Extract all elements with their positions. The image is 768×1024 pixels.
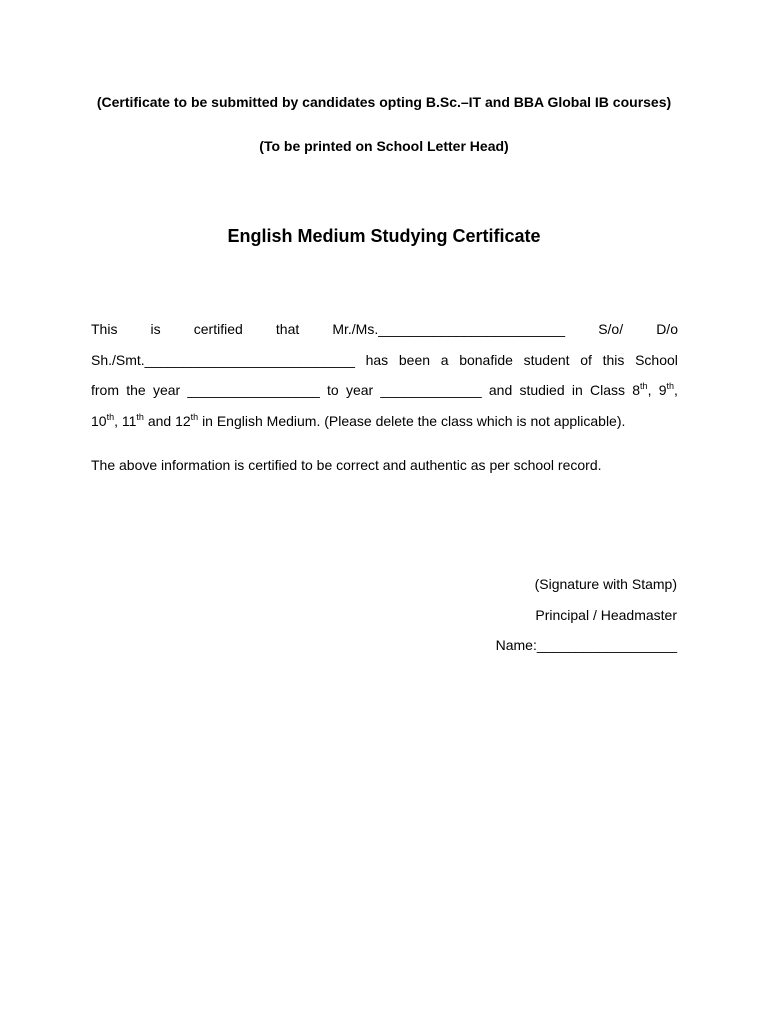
class-number: 12 <box>175 413 191 429</box>
word: bonafide <box>459 352 513 368</box>
student-name-blank: Mr./Ms.________________________ <box>332 321 566 337</box>
letterhead-note: (To be printed on School Letter Head) <box>259 138 509 154</box>
word: and <box>147 413 172 429</box>
from-year-blank: _________________ <box>187 382 320 398</box>
class-12 <box>175 411 202 431</box>
body-line-4 <box>91 411 678 431</box>
medium-statement: in English Medium. (Please delete the class which is not applicable). <box>202 413 626 429</box>
class-number: 8 <box>632 382 641 398</box>
class-8: 8th, <box>632 381 652 398</box>
word: School <box>635 352 678 368</box>
ordinal-suffix: th <box>640 381 648 391</box>
word: S/o/ <box>598 321 624 337</box>
word: year <box>345 382 374 398</box>
authenticity-statement: The above information is certified to be correct and authentic as per school record. <box>91 457 602 473</box>
word: is <box>150 321 161 337</box>
word: This <box>91 321 118 337</box>
word: and <box>488 382 513 398</box>
class-11 <box>122 411 148 431</box>
word: the <box>126 382 146 398</box>
class-number: 10 <box>91 413 107 429</box>
word: of <box>580 352 592 368</box>
word: year <box>152 382 181 398</box>
word: student <box>523 352 570 368</box>
parent-name-blank: Sh./Smt.___________________________ <box>91 352 355 368</box>
name-blank: Name:__________________ <box>495 637 677 653</box>
word: to <box>327 382 339 398</box>
word: this <box>602 352 625 368</box>
word: Class <box>590 382 626 398</box>
submission-note: (Certificate to be submitted by candidates opting B.Sc.–IT and BBA Global IB courses) <box>96 94 672 110</box>
ordinal-suffix: th <box>106 412 115 422</box>
word: has <box>365 352 389 368</box>
class-9: 9th, <box>658 381 678 398</box>
to-year-blank: _____________ <box>380 382 482 398</box>
word: D/o <box>656 321 678 337</box>
word: studied <box>519 382 565 398</box>
word: in <box>571 382 583 398</box>
designation-label: Principal / Headmaster <box>535 607 677 623</box>
ordinal-suffix: th <box>190 412 199 422</box>
ordinal-suffix: th <box>666 381 674 391</box>
word: from <box>91 382 119 398</box>
word: been <box>398 352 431 368</box>
ordinal-suffix: th <box>136 412 144 422</box>
word: certified <box>193 321 243 337</box>
class-number: 11 <box>121 413 137 429</box>
word: a <box>440 352 449 368</box>
word: that <box>275 321 300 337</box>
class-number: 9 <box>658 382 667 398</box>
certificate-title: English Medium Studying Certificate <box>227 226 541 246</box>
body-line-3 <box>91 380 678 400</box>
body-line-1 <box>91 319 678 339</box>
body-line-2 <box>91 350 678 370</box>
class-10: 10th, <box>91 412 122 429</box>
signature-label: (Signature with Stamp) <box>534 576 677 592</box>
